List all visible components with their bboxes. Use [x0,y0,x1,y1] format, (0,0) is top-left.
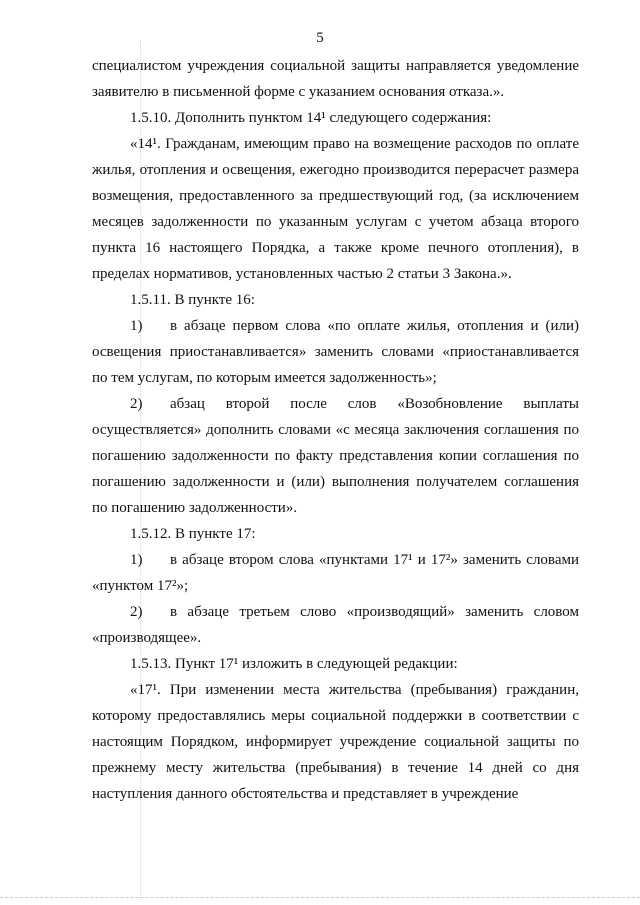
list-item [92,313,579,391]
paragraph: «14¹. Гражданам, имеющим право на возмещение расходов по оплате жилья, отопления и освещения, ежегодно производится перерасчет размера возмещения, предоставленного за предшествующий год, (за исключением месяцев задолженности по указанным услугам с учетом абзаца второго пункта 16 настоящего Порядка, а также кроме печного отопления), в пределах нормативов, установленных частью 2 статьи 3 Закона.». [92,136,579,282]
paragraph: 1.5.11. В пункте 16: [130,292,255,308]
list-item-text: в абзаце втором слова «пунктами 17¹ и 17²» заменить словами «пунктом 17²»; [92,552,579,594]
page-number: 5 [316,30,324,46]
list-item [92,391,579,521]
paragraph: 1.5.10. Дополнить пунктом 14¹ следующего содержания: [130,110,492,126]
list-item-number: 1) [130,318,143,334]
list-item-number: 2) [130,396,143,412]
list-item-number: 2) [130,604,143,620]
paragraph: 1.5.13. Пункт 17¹ изложить в следующей редакции: [130,656,458,672]
list-item [92,547,579,599]
paragraph: 1.5.12. В пункте 17: [130,526,256,542]
document-body [92,53,579,807]
scan-edge-line [0,897,640,899]
list-item-text: в абзаце первом слова «по оплате жилья, отопления и (или) освещения приостанавливается» заменить словами «приостанавливается по тем услугам, по которым имеется задолженность»; [92,318,579,386]
list-item-text: в абзаце третьем слово «производящий» заменить словом «производящее». [92,604,579,646]
list-item [92,599,579,651]
paragraph: «17¹. При изменении места жительства (пребывания) гражданин, которому предоставлялись меры социальной поддержки в соответствии с настоящим Порядком, информирует учреждение социальной защиты по прежнему месту жительства (пребывания) в течение 14 дней со дня наступления данного обстоятельства и представляет в учреждение [92,682,579,802]
list-item-number: 1) [130,552,143,568]
list-item-text: абзац второй после слов «Возобновление выплаты осуществляется» дополнить словами «с месяца заключения соглашения по погашению задолженности по факту представления копии соглашения по погашению задолженности и (или) выполнения получателем соглашения по погашению задолженности». [92,396,579,516]
paragraph: специалистом учреждения социальной защиты направляется уведомление заявителю в письменной форме с указанием основания отказа.». [92,58,579,100]
